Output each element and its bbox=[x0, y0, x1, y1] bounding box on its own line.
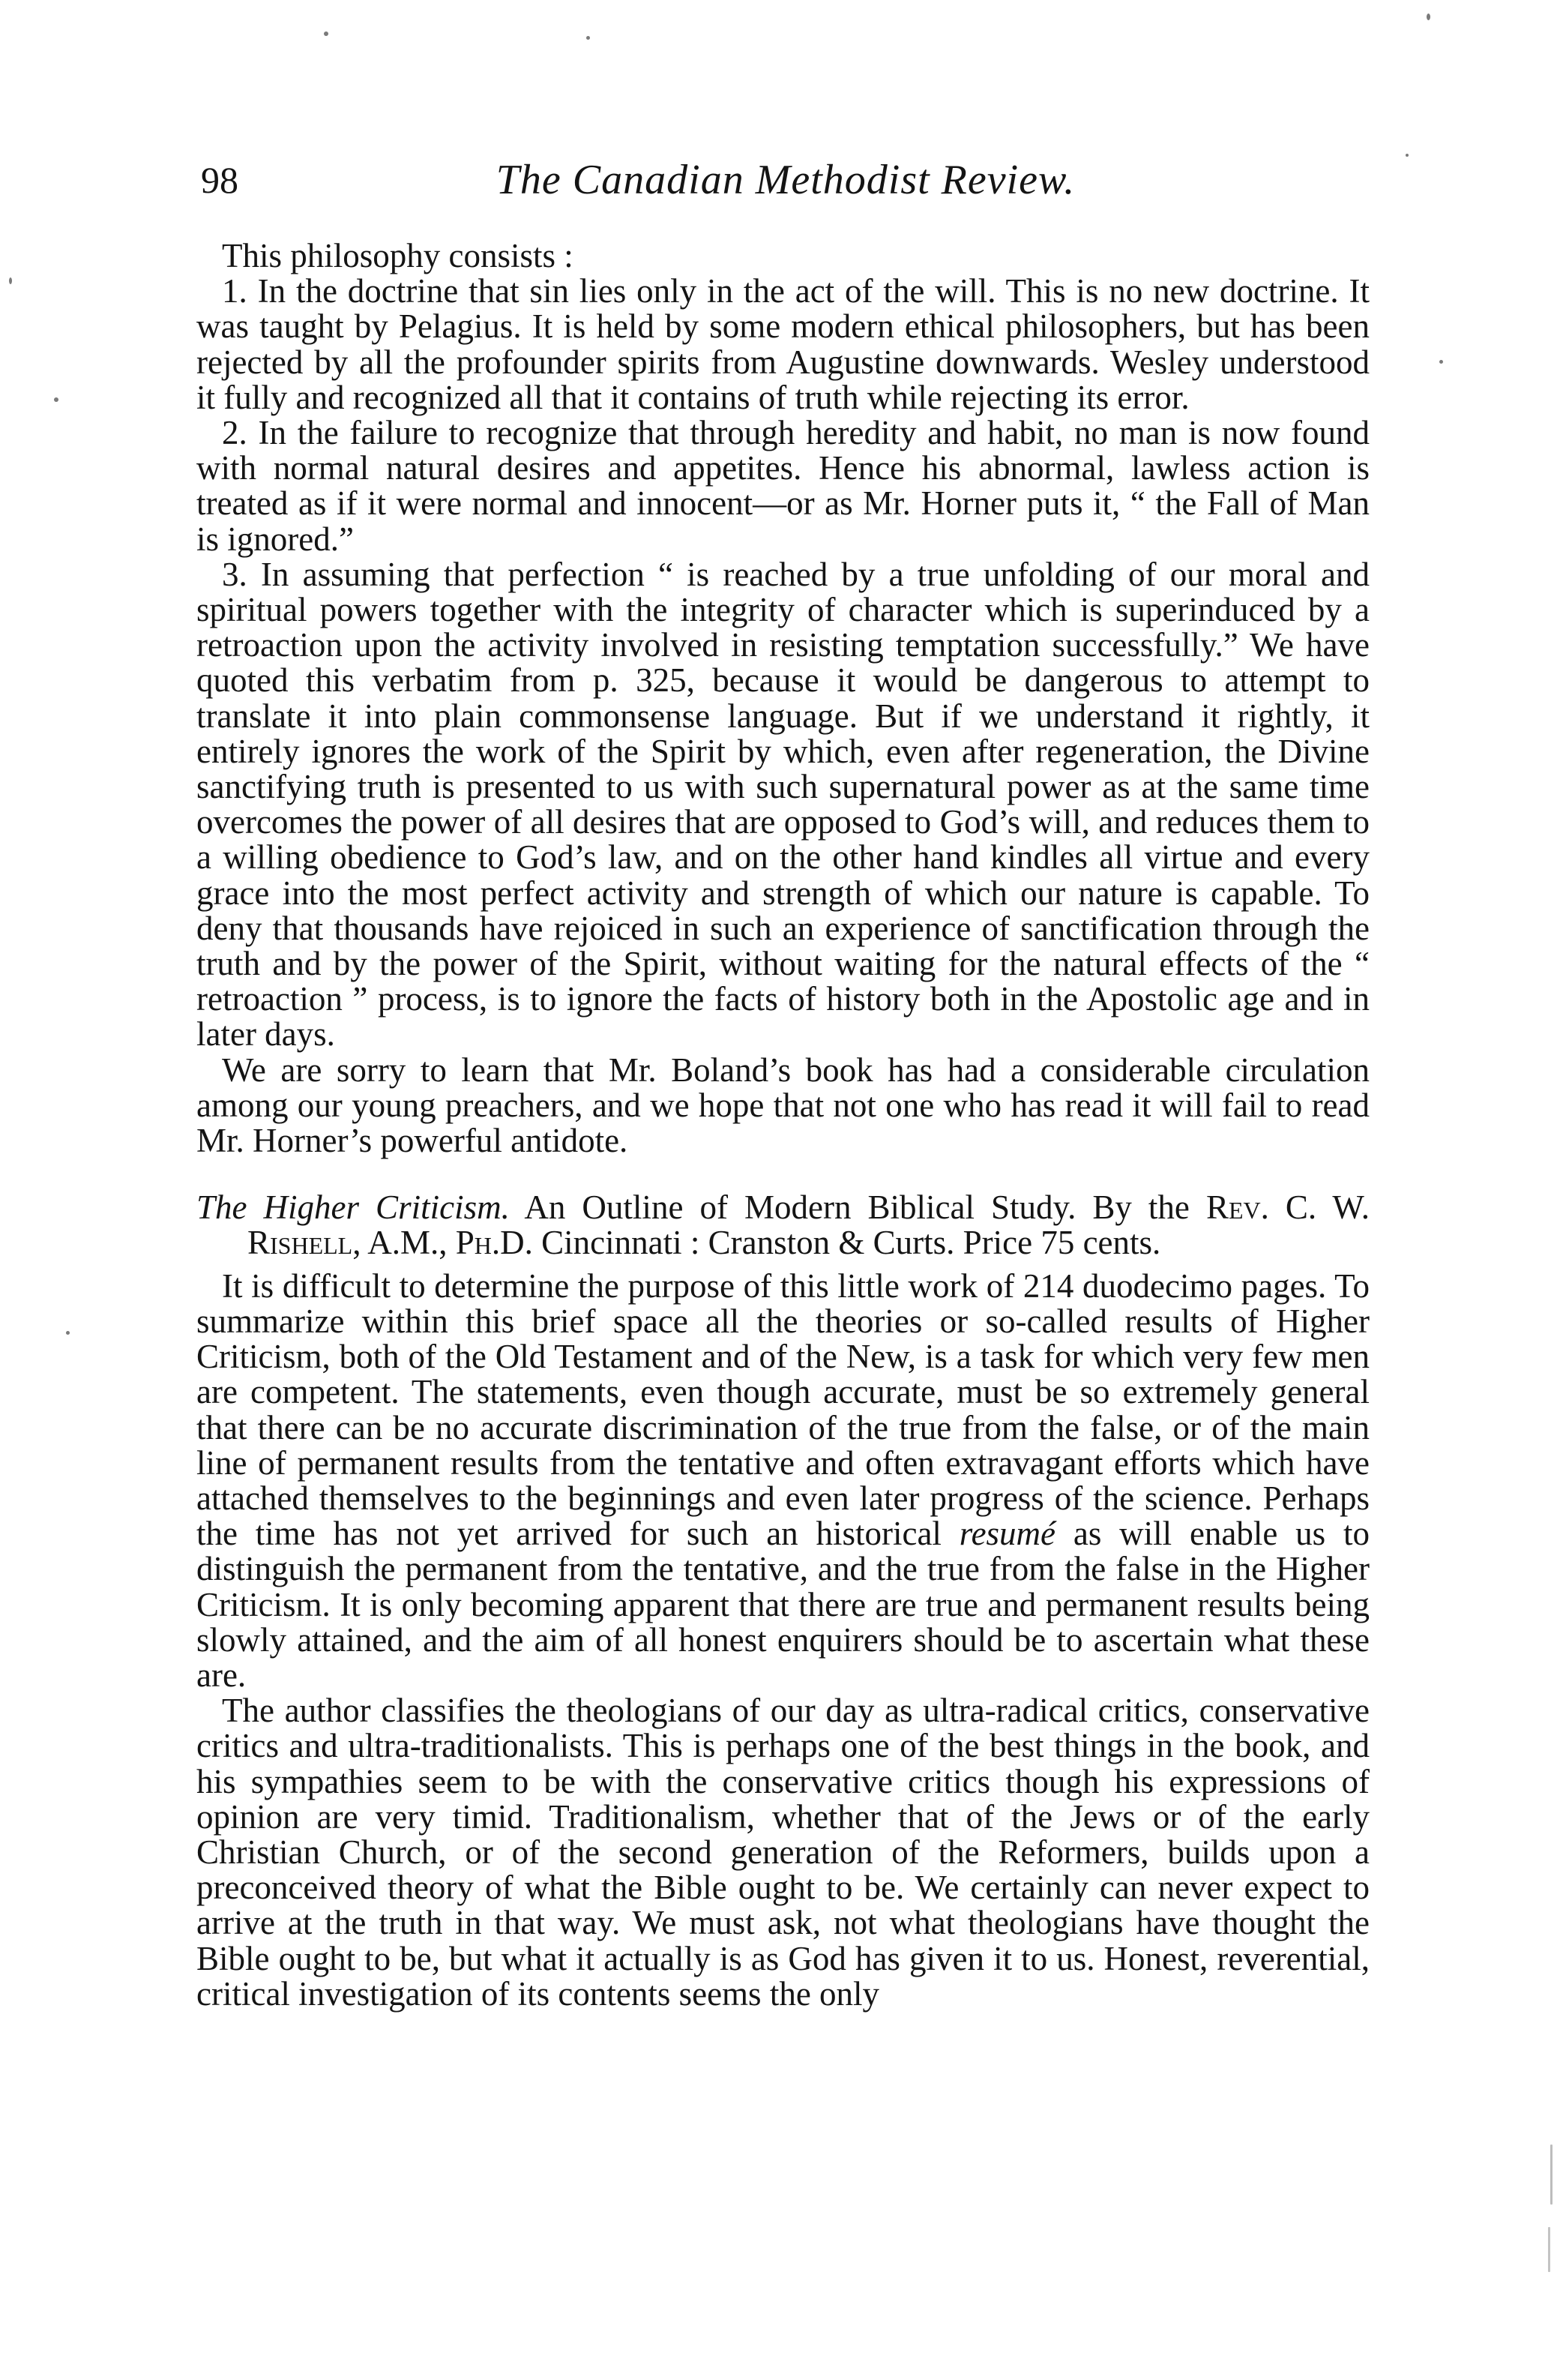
scan-speck bbox=[1548, 2227, 1550, 2272]
book-publisher: Cincinnati : Cranston & Curts. Price 75 cents. bbox=[532, 1224, 1161, 1262]
book-subtitle: An Outline of Modern Biblical Study. By the bbox=[509, 1189, 1206, 1227]
resume-word: resumé bbox=[959, 1515, 1056, 1553]
review-paragraph-1-text: It is difficult to determine the purpose of this little work of 214 duodecimo pages. To summarize within this brief space all the theories or so-called results of Higher Criticism, both of the Old Testament and of the New, is a task for which very few men are competent. The statements, even though accurate, must be so extremely general that there can be no accurate discrimination of the true from the false, or of the main line of permanent results from the tentative and often extravagant efforts which have attached themselves to the beginnings and even later progress of the science. Perhaps the time has not yet arrived for such an historical bbox=[196, 1266, 1370, 1553]
book-author: Rev. C. W. Rishell, A.M., Ph.D. bbox=[247, 1189, 1370, 1262]
review-paragraph-1 bbox=[196, 1266, 1370, 1694]
article-body bbox=[196, 238, 1370, 2012]
scan-speck bbox=[586, 36, 590, 40]
page-header bbox=[201, 157, 1370, 217]
scan-speck bbox=[1427, 13, 1430, 20]
point-1: 1. In the doctrine that sin lies only in the act of the will. This is no new doctrine. It was taught by Pelagius. It is held by some modern ethical philosophers, but has been rejected by all the profounder spirits from Augustine downwards. Wesley understood it fully and recognized all that it contains of truth while rejecting its error. bbox=[196, 272, 1370, 416]
review-paragraph-1-tail: as will enable us to distinguish the permanent from the tentative, and the true from the false in the Higher Criticism. It is only becoming apparent that there are true and permanent results being slowly attained, and the aim of all honest enquirers should be to ascertain what these are. bbox=[196, 1515, 1370, 1694]
book-title: The Higher Criticism. bbox=[196, 1189, 510, 1227]
scan-speck bbox=[1406, 154, 1409, 157]
scan-speck bbox=[1550, 2145, 1553, 2205]
scan-speck bbox=[66, 1331, 70, 1335]
book-review-heading bbox=[196, 1190, 1370, 1260]
scan-speck bbox=[324, 31, 328, 36]
scan-speck bbox=[54, 397, 58, 402]
point-2: 2. In the failure to recognize that through heredity and habit, no man is now found with normal natural desires and appetites. Hence his abnormal, lawless action is treated as if it were normal and innocent—or as Mr. Horner puts it, “ the Fall of Man is ignored.” bbox=[196, 414, 1370, 558]
page-number: 98 bbox=[201, 159, 238, 201]
scan-speck bbox=[1439, 360, 1443, 364]
intro-line: This philosophy consists : bbox=[222, 237, 573, 274]
scan-speck bbox=[9, 277, 12, 284]
review-paragraph-2: The author classifies the theologians of our day as ultra-radical critics, conservative critics and ultra-traditionalists. This is perhaps one of the best things in the book, and his sympathies seem to be with the conservative critics though his expressions of opinion are very timid. Traditionalism, whether that of the Jews or of the early Christian Church, or of the second generation of the Reformers, builds upon a preconceived theory of what the Bible ought to be. We certainly can never expect to arrive at the truth in that way. We must ask, not what theologians have thought the Bible ought to be, but what it actually is as God has given it to us. Honest, reverential, critical investigation of its contents seems the only bbox=[196, 1692, 1370, 2013]
point-3: 3. In assuming that perfection “ is reached by a true unfolding of our moral and spiritual powers together with the integrity of character which is superinduced by a retroaction upon the activity involved in resisting temptation successfully.” We have quoted this verbatim from p. 325, because it would be dangerous to attempt to translate it into plain commonsense language. But if we understand it rightly, it entirely ignores the work of the Spirit by which, even after regeneration, the Divine sanctifying truth is presented to us with such supernatural power as at the same time overcomes the power of all desires that are opposed to God’s will, and reduces them to a willing obedience to God’s law, and on the other hand kindles all virtue and every grace into the most perfect activity and strength of which our nature is capable. To deny that thousands have rejoiced in such an experience of sanctification through the truth and by the power of the Spirit, without waiting for the natural effects of the “ retroaction ” process, is to ignore the facts of history both in the Apostolic age and in later days. bbox=[196, 555, 1370, 1054]
closing-paragraph: We are sorry to learn that Mr. Boland’s book has had a considerable circulation among our young preachers, and we hope that not one who has read it will fail to read Mr. Horner’s powerful antidote. bbox=[196, 1051, 1370, 1160]
running-title: The Canadian Methodist Review. bbox=[496, 157, 1076, 203]
